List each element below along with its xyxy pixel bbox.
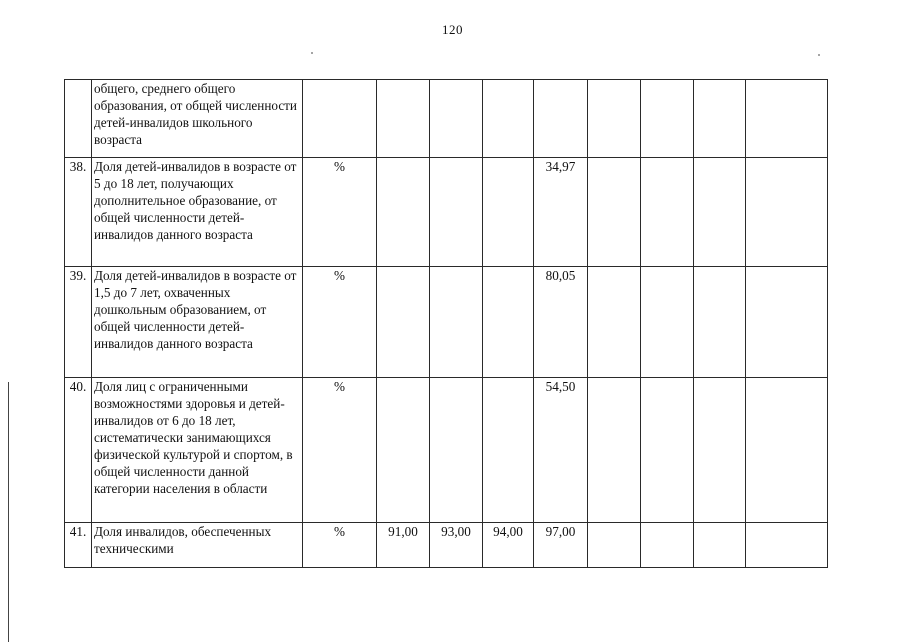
empty-cell (641, 523, 694, 568)
empty-cell (588, 158, 641, 267)
unit-cell: % (303, 523, 377, 568)
empty-cell (746, 523, 828, 568)
value-cell (377, 378, 430, 523)
table-row (65, 523, 828, 568)
value-cell (483, 378, 534, 523)
value-cell (430, 267, 483, 378)
table-row (65, 378, 828, 523)
empty-cell (641, 158, 694, 267)
empty-cell (694, 267, 746, 378)
unit-cell (303, 80, 377, 158)
scan-margin-line (8, 382, 9, 642)
empty-cell (588, 523, 641, 568)
table-row (65, 267, 828, 378)
table-row (65, 80, 828, 158)
value-cell (534, 80, 588, 158)
indicator-name: Доля детей-инвалидов в возрасте от 1,5 до 7 лет, охваченных дошкольным образованием, от общей численности детей-инвалидов данного возраста (92, 267, 303, 378)
value-cell (430, 80, 483, 158)
page-number: 120 (442, 22, 463, 37)
empty-cell (588, 378, 641, 523)
value-cell (377, 80, 430, 158)
indicators-table (64, 79, 828, 568)
value-cell (483, 158, 534, 267)
indicator-name: общего, среднего общего образования, от общей численности детей-инвалидов школьного возраста (92, 80, 303, 158)
empty-cell (746, 80, 828, 158)
value-cell: 80,05 (534, 267, 588, 378)
empty-cell (588, 267, 641, 378)
value-cell (483, 80, 534, 158)
row-number (65, 80, 92, 158)
scan-speck (311, 52, 313, 54)
row-number: 40. (65, 378, 92, 523)
empty-cell (641, 378, 694, 523)
row-number: 38. (65, 158, 92, 267)
value-cell (377, 267, 430, 378)
unit-cell: % (303, 158, 377, 267)
value-cell: 94,00 (483, 523, 534, 568)
value-cell: 91,00 (377, 523, 430, 568)
empty-cell (746, 158, 828, 267)
empty-cell (746, 378, 828, 523)
value-cell: 54,50 (534, 378, 588, 523)
empty-cell (694, 378, 746, 523)
row-number: 39. (65, 267, 92, 378)
empty-cell (694, 158, 746, 267)
scan-speck (818, 54, 820, 56)
value-cell (430, 378, 483, 523)
value-cell: 93,00 (430, 523, 483, 568)
empty-cell (746, 267, 828, 378)
empty-cell (641, 267, 694, 378)
empty-cell (694, 523, 746, 568)
empty-cell (588, 80, 641, 158)
value-cell (483, 267, 534, 378)
table-row (65, 158, 828, 267)
indicator-name: Доля лиц с ограниченными возможностями здоровья и детей-инвалидов от 6 до 18 лет, систематически занимающихся физической культурой и спортом, в общей численности данной категории населения в области (92, 378, 303, 523)
unit-cell: % (303, 378, 377, 523)
indicator-name: Доля детей-инвалидов в возрасте от 5 до 18 лет, получающих дополнительное образование, от общей численности детей-инвалидов данного возраста (92, 158, 303, 267)
unit-cell: % (303, 267, 377, 378)
empty-cell (641, 80, 694, 158)
indicator-name: Доля инвалидов, обеспеченных техническими (92, 523, 303, 568)
value-cell (430, 158, 483, 267)
value-cell: 34,97 (534, 158, 588, 267)
empty-cell (694, 80, 746, 158)
row-number: 41. (65, 523, 92, 568)
value-cell: 97,00 (534, 523, 588, 568)
value-cell (377, 158, 430, 267)
